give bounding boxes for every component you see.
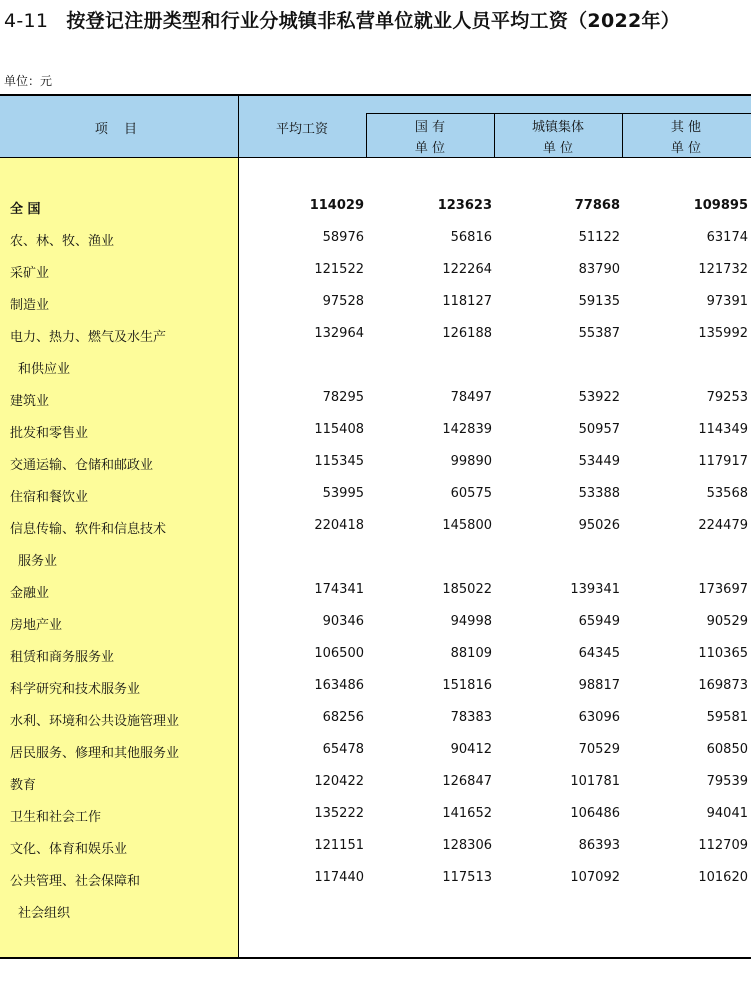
- cell-other: 117917: [698, 454, 748, 469]
- cell-average: 132964: [314, 326, 364, 341]
- header-other-l1: 其 他: [670, 120, 702, 135]
- table-row: [0, 574, 751, 606]
- unit-label: 单位：元: [4, 74, 53, 88]
- cell-state-owned: 123623: [437, 198, 492, 213]
- cell-collective: 64345: [578, 646, 620, 661]
- cell-average: 121151: [314, 838, 364, 853]
- row-name: 批发和零售业: [10, 426, 89, 441]
- table-row: [0, 446, 751, 478]
- row-name: 制造业: [10, 298, 50, 313]
- cell-state-owned: 126847: [442, 774, 492, 789]
- table-row: [0, 862, 751, 894]
- cell-state-owned: 90412: [450, 742, 492, 757]
- cell-average: 135222: [314, 806, 364, 821]
- cell-state-owned: 118127: [442, 294, 492, 309]
- cell-average: 115345: [314, 454, 364, 469]
- row-name: 水利、环境和公共设施管理业: [10, 714, 180, 729]
- table-row: [0, 478, 751, 510]
- row-name: 公共管理、社会保障和: [10, 874, 141, 889]
- cell-state-owned: 185022: [442, 582, 492, 597]
- row-name: 房地产业: [10, 618, 63, 633]
- cell-other: 114349: [698, 422, 748, 437]
- cell-collective: 53388: [578, 486, 620, 501]
- table-row: [0, 830, 751, 862]
- row-name: 金融业: [10, 586, 50, 601]
- row-name: 交通运输、仓储和邮政业: [10, 458, 154, 473]
- row-name: 居民服务、修理和其他服务业: [10, 746, 180, 761]
- table-row: [0, 702, 751, 734]
- table-row: [0, 638, 751, 670]
- cell-average: 120422: [314, 774, 364, 789]
- cell-average: 97528: [322, 294, 364, 309]
- cell-state-owned: 126188: [442, 326, 492, 341]
- cell-other: 90529: [706, 614, 748, 629]
- table-row: [0, 734, 751, 766]
- cell-collective: 51122: [578, 230, 620, 245]
- table-row: [0, 350, 751, 382]
- cell-collective: 65949: [578, 614, 620, 629]
- table-row: [0, 190, 751, 222]
- cell-state-owned: 99890: [450, 454, 492, 469]
- row-name: 建筑业: [10, 394, 50, 409]
- table-row: [0, 798, 751, 830]
- cell-other: 59581: [706, 710, 748, 725]
- cell-state-owned: 141652: [442, 806, 492, 821]
- row-name: 农、林、牧、渔业: [10, 234, 115, 249]
- cell-collective: 107092: [570, 870, 620, 885]
- row-name: 社会组织: [18, 906, 71, 921]
- header-other-l2: 单 位: [670, 141, 702, 156]
- table-row: [0, 286, 751, 318]
- cell-average: 121522: [314, 262, 364, 277]
- cell-collective: 55387: [578, 326, 620, 341]
- cell-average: 117440: [314, 870, 364, 885]
- cell-other: 63174: [706, 230, 748, 245]
- cell-state-owned: 60575: [450, 486, 492, 501]
- row-name: 采矿业: [10, 266, 50, 281]
- row-name: 文化、体育和娱乐业: [10, 842, 128, 857]
- header-collective-l1: 城镇集体: [531, 120, 584, 135]
- cell-average: 78295: [322, 390, 364, 405]
- cell-average: 220418: [314, 518, 364, 533]
- table-row: [0, 766, 751, 798]
- cell-collective: 98817: [578, 678, 620, 693]
- cell-state-owned: 145800: [442, 518, 492, 533]
- header-average-wage: 平均工资: [275, 122, 328, 137]
- cell-state-owned: 128306: [442, 838, 492, 853]
- cell-state-owned: 142839: [442, 422, 492, 437]
- cell-other: 169873: [698, 678, 748, 693]
- cell-average: 163486: [314, 678, 364, 693]
- table-title: [4, 6, 680, 33]
- cell-average: 174341: [314, 582, 364, 597]
- table-title-text: 按登记注册类型和行业分城镇非私营单位就业人员平均工资（2022年）: [66, 10, 681, 32]
- cell-collective: 83790: [578, 262, 620, 277]
- table-row: [0, 894, 751, 926]
- table-row: [0, 222, 751, 254]
- cell-collective: 63096: [578, 710, 620, 725]
- cell-average: 53995: [322, 486, 364, 501]
- cell-state-owned: 78497: [450, 390, 492, 405]
- cell-other: 53568: [706, 486, 748, 501]
- cell-average: 58976: [322, 230, 364, 245]
- table-row: [0, 542, 751, 574]
- cell-collective: 59135: [578, 294, 620, 309]
- table-header: [0, 96, 751, 158]
- cell-other: 109895: [693, 198, 748, 213]
- table-number: 4-11: [4, 10, 49, 32]
- cell-average: 68256: [322, 710, 364, 725]
- cell-other: 135992: [698, 326, 748, 341]
- header-item: 项 目: [94, 122, 144, 137]
- cell-other: 79253: [706, 390, 748, 405]
- table-row: [0, 670, 751, 702]
- cell-other: 60850: [706, 742, 748, 757]
- cell-collective: 77868: [574, 198, 620, 213]
- header-state-owned-l1: 国 有: [414, 120, 446, 135]
- row-name: 服务业: [18, 554, 58, 569]
- cell-average: 114029: [309, 198, 364, 213]
- header-state-owned-l2: 单 位: [414, 141, 446, 156]
- row-name: 电力、热力、燃气及水生产: [10, 330, 167, 345]
- cell-average: 106500: [314, 646, 364, 661]
- row-name: 信息传输、软件和信息技术: [10, 522, 167, 537]
- header-collective-l2: 单 位: [542, 141, 574, 156]
- cell-other: 224479: [698, 518, 748, 533]
- cell-state-owned: 94998: [450, 614, 492, 629]
- row-name: 和供应业: [18, 362, 71, 377]
- cell-collective: 139341: [570, 582, 620, 597]
- cell-state-owned: 88109: [450, 646, 492, 661]
- cell-other: 112709: [698, 838, 748, 853]
- cell-average: 65478: [322, 742, 364, 757]
- cell-state-owned: 78383: [450, 710, 492, 725]
- cell-collective: 53922: [578, 390, 620, 405]
- cell-collective: 50957: [578, 422, 620, 437]
- cell-average: 115408: [314, 422, 364, 437]
- cell-collective: 70529: [578, 742, 620, 757]
- cell-other: 110365: [698, 646, 748, 661]
- table-row: [0, 606, 751, 638]
- row-name: 教育: [10, 778, 37, 793]
- cell-state-owned: 117513: [442, 870, 492, 885]
- table-row: [0, 510, 751, 542]
- cell-state-owned: 151816: [442, 678, 492, 693]
- table-row: [0, 254, 751, 286]
- cell-other: 94041: [706, 806, 748, 821]
- cell-collective: 106486: [570, 806, 620, 821]
- row-name: 卫生和社会工作: [10, 810, 102, 825]
- cell-state-owned: 56816: [450, 230, 492, 245]
- cell-average: 90346: [322, 614, 364, 629]
- table-row: [0, 382, 751, 414]
- cell-other: 121732: [698, 262, 748, 277]
- row-name: 住宿和餐饮业: [10, 490, 89, 505]
- table-row: [0, 318, 751, 350]
- cell-collective: 53449: [578, 454, 620, 469]
- row-name: 租赁和商务服务业: [10, 650, 115, 665]
- row-name: 全 国: [10, 202, 41, 217]
- cell-other: 97391: [706, 294, 748, 309]
- cell-collective: 95026: [578, 518, 620, 533]
- cell-other: 101620: [698, 870, 748, 885]
- cell-collective: 101781: [570, 774, 620, 789]
- table-row: [0, 414, 751, 446]
- cell-other: 173697: [698, 582, 748, 597]
- cell-collective: 86393: [578, 838, 620, 853]
- cell-state-owned: 122264: [442, 262, 492, 277]
- cell-other: 79539: [706, 774, 748, 789]
- header-subrule: [366, 113, 751, 114]
- row-name: 科学研究和技术服务业: [10, 682, 141, 697]
- bottom-rule: [0, 957, 751, 959]
